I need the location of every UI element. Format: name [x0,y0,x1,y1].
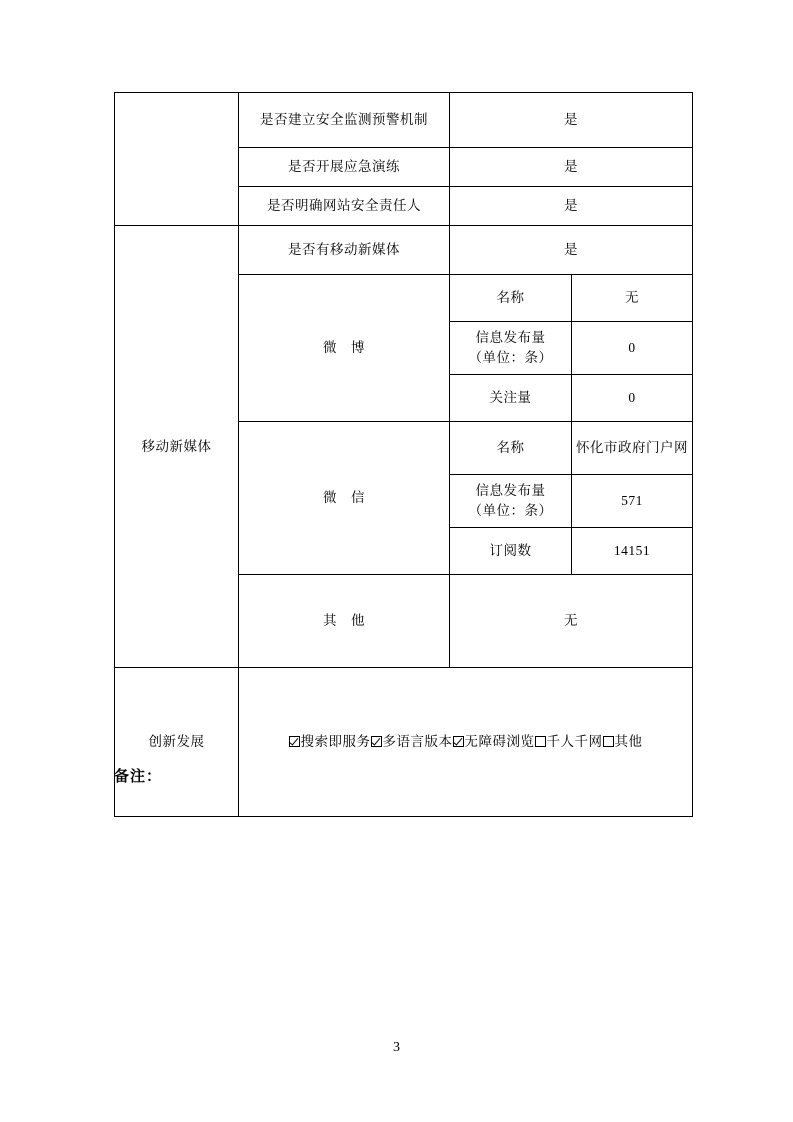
weibo-follow-label: 关注量 [450,375,572,422]
weibo-follow-value: 0 [572,375,693,422]
checkbox-icon[interactable] [453,736,464,747]
innovation-option-label: 无障碍浏览 [464,734,535,750]
checkbox-icon[interactable] [289,736,300,747]
security-warning-label: 是否建立安全监测预警机制 [239,93,450,148]
security-owner-label: 是否明确网站安全责任人 [239,187,450,226]
weibo-name-label: 名称 [450,275,572,322]
table-row-has-mobile-media [115,226,693,275]
security-warning-value: 是 [450,93,693,148]
innovation-option-label: 多语言版本 [382,734,453,750]
innovation-option-2[interactable] [453,734,535,749]
innovation-options-cell [239,668,693,817]
checkbox-icon[interactable] [371,736,382,747]
weibo-publish-label-line1: 信息发布量 [475,330,546,346]
innovation-option-1[interactable] [371,734,453,749]
weixin-label: 微 信 [239,422,450,575]
weixin-publish-label [450,475,572,528]
weibo-name-value: 无 [572,275,693,322]
emergency-drill-label: 是否开展应急演练 [239,148,450,187]
website-report-table [114,92,693,817]
innovation-label: 创新发展 [115,668,239,817]
weibo-publish-label [450,322,572,375]
has-mobile-media-label: 是否有移动新媒体 [239,226,450,275]
other-label: 其 他 [239,575,450,668]
weixin-name-label: 名称 [450,422,572,475]
weixin-publish-label-line2: （单位：条） [468,503,553,518]
weixin-publish-value: 571 [572,475,693,528]
emergency-drill-value: 是 [450,148,693,187]
weixin-subscribe-value: 14151 [572,528,693,575]
page-number: 3 [393,1040,400,1055]
checkbox-icon[interactable] [535,736,546,747]
security-owner-value: 是 [450,187,693,226]
innovation-option-label: 千人千网 [546,734,603,750]
other-value: 无 [450,575,693,668]
innovation-option-label: 其他 [614,734,643,750]
empty-group-cell [115,93,239,226]
weibo-label: 微 博 [239,275,450,422]
innovation-option-3[interactable] [535,734,603,749]
weixin-subscribe-label: 订阅数 [450,528,572,575]
innovation-option-4[interactable] [603,734,643,749]
has-mobile-media-value: 是 [450,226,693,275]
checkbox-icon[interactable] [603,736,614,747]
remark-label: 备注： [114,769,163,785]
innovation-option-label: 搜索即服务 [300,734,371,750]
weixin-publish-label-line1: 信息发布量 [475,483,546,499]
table-row-innovation [115,668,693,817]
weixin-name-value: 怀化市政府门户网 [572,422,693,475]
innovation-option-0[interactable] [289,734,371,749]
innovation-options-list[interactable] [289,732,643,752]
weibo-publish-label-line2: （单位：条） [468,350,553,365]
mobile-media-group-label: 移动新媒体 [115,226,239,668]
weibo-publish-value: 0 [572,322,693,375]
table-row-security-warning [115,93,693,148]
